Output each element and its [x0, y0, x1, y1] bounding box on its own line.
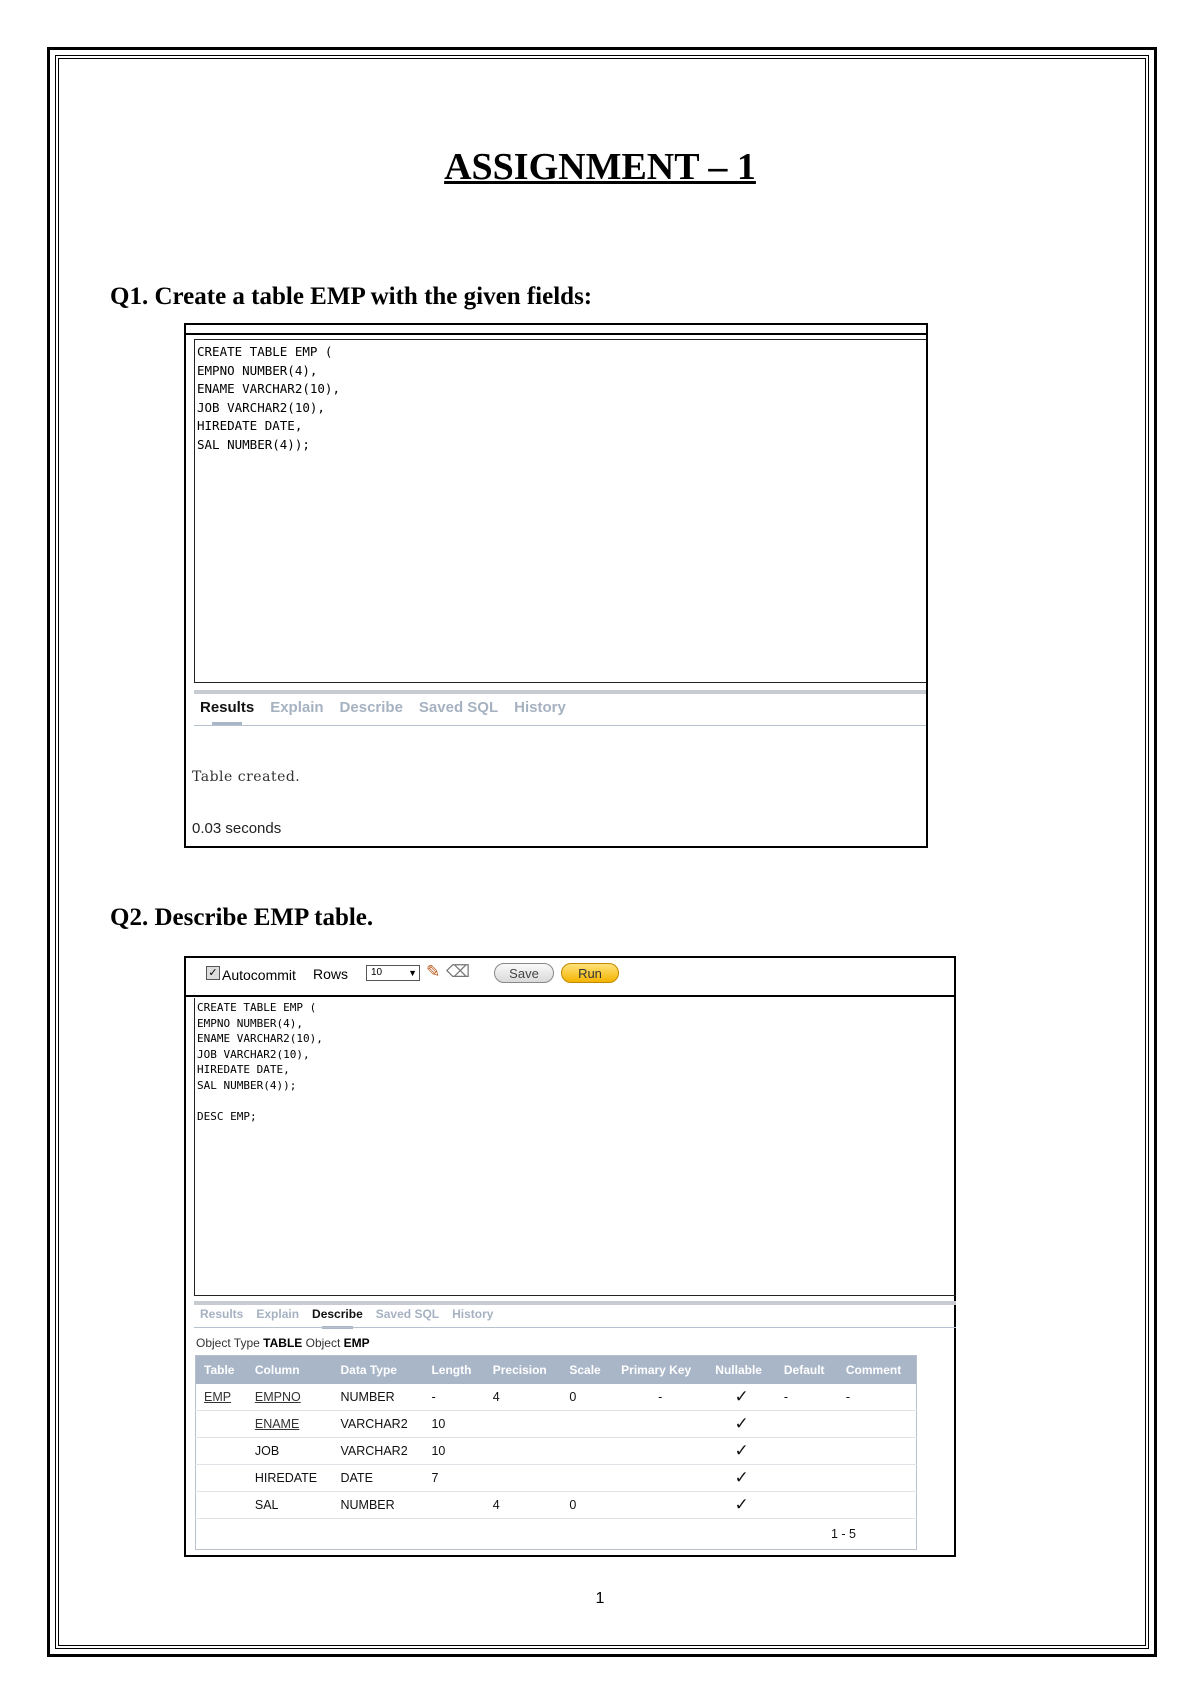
object-label: Object	[305, 1336, 341, 1350]
cell-table	[196, 1492, 247, 1519]
describe-table	[195, 1355, 917, 1550]
col-header-column: Column	[247, 1356, 333, 1385]
table-row	[196, 1438, 917, 1465]
cell-default	[776, 1438, 838, 1465]
tab-history[interactable]: History	[452, 1307, 494, 1321]
run-button[interactable]: Run	[561, 963, 619, 983]
tab-saved-sql[interactable]: Saved SQL	[375, 1307, 440, 1321]
cell-default: -	[776, 1384, 838, 1411]
col-header-length: Length	[423, 1356, 484, 1385]
table-row	[196, 1384, 917, 1411]
cell-precision	[485, 1438, 562, 1465]
table-row	[196, 1411, 917, 1438]
q1-result-tabs	[200, 699, 582, 716]
rows-label: Rows	[313, 966, 349, 982]
cell-length: -	[423, 1384, 484, 1411]
code-line	[197, 1093, 954, 1109]
cell-length: 7	[423, 1465, 484, 1492]
code-line: JOB VARCHAR2(10),	[197, 399, 325, 415]
q1-heading: Q1. Create a table EMP with the given fields:	[110, 283, 593, 310]
q2-toolbar	[186, 958, 954, 997]
tab-results[interactable]: Results	[200, 1307, 244, 1321]
rows-select-value: 10	[371, 967, 383, 978]
object-type-label: Object Type	[196, 1336, 260, 1350]
cell-comment	[838, 1438, 917, 1465]
q2-heading: Q2. Describe EMP table.	[110, 904, 374, 931]
q1-tab-divider	[194, 725, 926, 726]
col-header-primary-key: Primary Key	[613, 1356, 707, 1385]
nullable-check-icon: ✓	[707, 1492, 776, 1519]
cell-column: SAL	[247, 1492, 333, 1519]
cell-default	[776, 1492, 838, 1519]
cell-scale: 0	[561, 1384, 613, 1411]
q1-panel-topbar	[186, 325, 926, 335]
cell-table	[196, 1411, 247, 1438]
col-header-table: Table	[196, 1356, 247, 1385]
cell-table	[196, 1438, 247, 1465]
autocommit-label: Autocommit	[222, 967, 296, 983]
tab-describe[interactable]: Describe	[339, 699, 403, 716]
tab-explain[interactable]: Explain	[270, 699, 324, 716]
q1-sql-panel	[184, 323, 928, 848]
tab-describe[interactable]: Describe	[312, 1307, 363, 1321]
cell-length: 10	[423, 1438, 484, 1465]
code-line: HIREDATE DATE,	[197, 418, 303, 433]
cell-data-type: VARCHAR2	[333, 1438, 424, 1465]
cell-comment	[838, 1492, 917, 1519]
q2-tab-divider	[194, 1327, 956, 1328]
save-button[interactable]: Save	[494, 963, 554, 983]
cell-column: HIREDATE	[247, 1465, 333, 1492]
object-info	[196, 1336, 370, 1350]
code-line: HIREDATE DATE,	[197, 1063, 290, 1076]
cell-precision: 4	[485, 1384, 562, 1411]
table-header-row	[196, 1356, 917, 1385]
nullable-check-icon: ✓	[707, 1384, 776, 1411]
table-row	[196, 1465, 917, 1492]
cell-data-type: NUMBER	[333, 1492, 424, 1519]
q1-splitter[interactable]	[194, 690, 926, 694]
table-link[interactable]: EMP	[196, 1384, 247, 1411]
page-title: ASSIGNMENT – 1	[444, 146, 756, 188]
cell-data-type: DATE	[333, 1465, 424, 1492]
cell-precision	[485, 1465, 562, 1492]
code-line: JOB VARCHAR2(10),	[197, 1047, 310, 1061]
cell-primary-key	[613, 1411, 707, 1438]
q2-splitter[interactable]	[194, 1301, 956, 1305]
table-row	[196, 1492, 917, 1519]
code-line: EMPNO NUMBER(4),	[197, 1016, 303, 1030]
object-value: EMP	[343, 1336, 370, 1350]
object-type-value: TABLE	[263, 1336, 303, 1350]
col-header-default: Default	[776, 1356, 838, 1385]
eraser-icon[interactable]: ⌫	[446, 962, 471, 981]
column-link[interactable]: EMPNO	[247, 1384, 333, 1411]
autocommit-checkbox[interactable]: ✓	[206, 966, 220, 980]
cell-default	[776, 1465, 838, 1492]
nullable-check-icon: ✓	[707, 1465, 776, 1492]
cell-table	[196, 1465, 247, 1492]
rows-select[interactable]	[366, 965, 420, 981]
cell-scale	[561, 1438, 613, 1465]
cell-precision	[485, 1411, 562, 1438]
tab-results[interactable]: Results	[200, 699, 255, 716]
code-line: CREATE TABLE EMP (	[197, 1001, 317, 1014]
cell-column: JOB	[247, 1438, 333, 1465]
q2-sql-panel	[184, 956, 956, 1557]
code-line: SAL NUMBER(4));	[197, 436, 310, 452]
pagination-row	[196, 1519, 917, 1550]
col-header-comment: Comment	[838, 1356, 917, 1385]
cell-default	[776, 1411, 838, 1438]
q2-result-tabs	[200, 1307, 506, 1321]
code-line: ENAME VARCHAR2(10),	[197, 1032, 323, 1045]
col-header-nullable: Nullable	[707, 1356, 776, 1385]
pagination-info: 1 - 5	[830, 1527, 856, 1541]
code-line: DESC EMP;	[197, 1109, 257, 1123]
cell-scale	[561, 1411, 613, 1438]
code-line: ENAME VARCHAR2(10),	[197, 381, 340, 396]
page-number: 1	[595, 1590, 605, 1607]
q1-result-message: Table created.	[192, 769, 301, 785]
tab-saved-sql[interactable]: Saved SQL	[418, 699, 499, 716]
cell-primary-key	[613, 1465, 707, 1492]
cell-primary-key	[613, 1438, 707, 1465]
tab-history[interactable]: History	[514, 699, 566, 716]
cell-length: 10	[423, 1411, 484, 1438]
code-line: CREATE TABLE EMP (	[197, 344, 333, 359]
cell-data-type: VARCHAR2	[333, 1411, 424, 1438]
code-line: SAL NUMBER(4));	[197, 1078, 297, 1092]
code-line: EMPNO NUMBER(4),	[197, 362, 318, 378]
chevron-down-icon: ▼	[408, 968, 417, 978]
col-header-scale: Scale	[561, 1356, 613, 1385]
column-link[interactable]: ENAME	[247, 1411, 333, 1438]
q1-sql-editor[interactable]	[194, 339, 926, 683]
q1-elapsed-time: 0.03 seconds	[192, 820, 282, 837]
cell-comment: -	[838, 1384, 917, 1411]
nullable-check-icon: ✓	[707, 1438, 776, 1465]
cell-comment	[838, 1465, 917, 1492]
col-header-precision: Precision	[485, 1356, 562, 1385]
q2-sql-editor[interactable]	[194, 998, 956, 1296]
cell-precision: 4	[485, 1492, 562, 1519]
nullable-check-icon: ✓	[707, 1411, 776, 1438]
col-header-data-type: Data Type	[333, 1356, 424, 1385]
cell-scale	[561, 1465, 613, 1492]
cell-primary-key	[613, 1492, 707, 1519]
tab-explain[interactable]: Explain	[256, 1307, 300, 1321]
cell-comment	[838, 1411, 917, 1438]
cell-length	[423, 1492, 484, 1519]
cell-data-type: NUMBER	[333, 1384, 424, 1411]
cell-scale: 0	[561, 1492, 613, 1519]
pencil-icon[interactable]: ✎	[426, 962, 441, 981]
cell-primary-key: -	[613, 1384, 707, 1411]
